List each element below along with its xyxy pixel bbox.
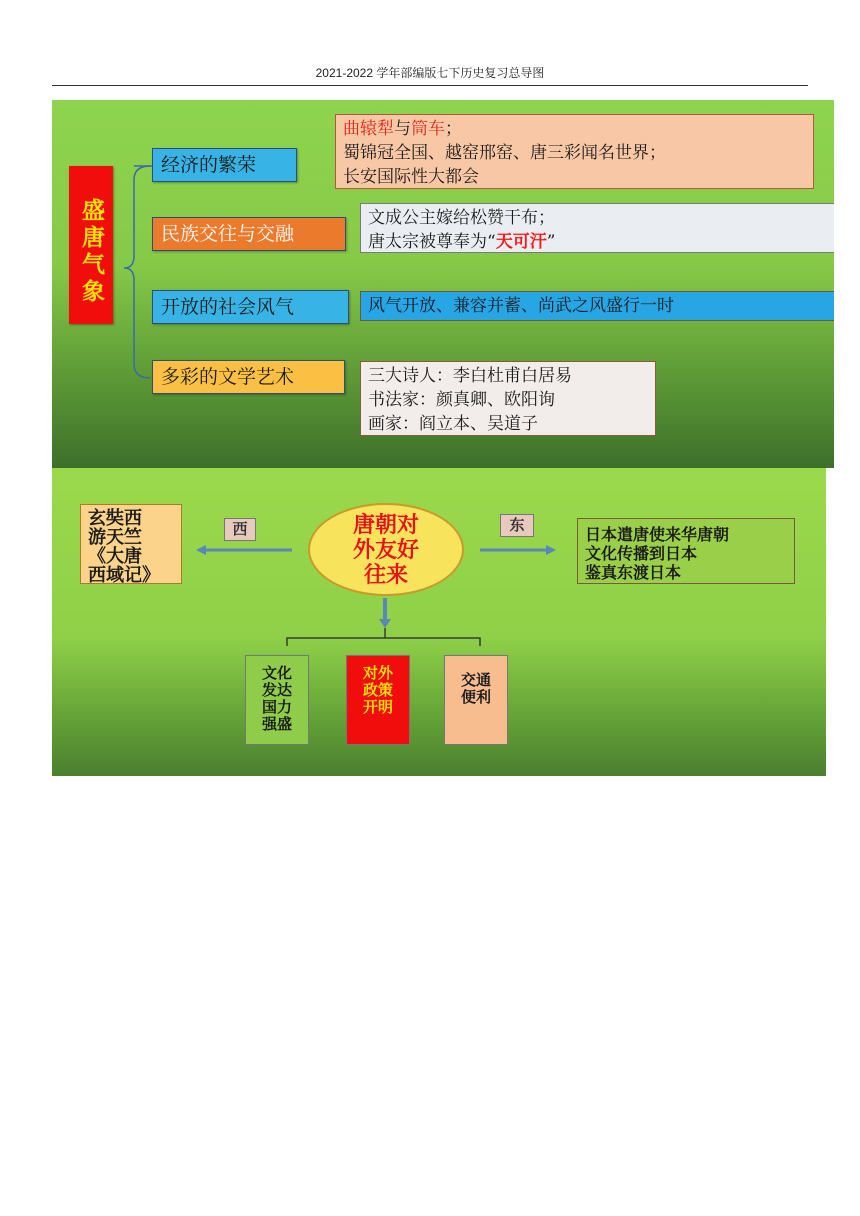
reason-culture-power <box>245 655 309 745</box>
detail-text: ” <box>546 232 556 252</box>
center-line: 外友好 <box>352 538 419 563</box>
detail-line: 画家：阎立本、吴道子 <box>368 414 538 434</box>
social-details <box>360 291 834 321</box>
west-line: 玄奘西 <box>88 508 142 529</box>
detail-text: ； <box>445 119 462 139</box>
literature-details <box>360 361 656 436</box>
detail-line: 风气开放、兼容并蓄、尚武之风盛行一时 <box>368 296 674 316</box>
economy-details <box>335 114 814 189</box>
detail-line <box>343 117 806 141</box>
east-direction-label: 东 <box>500 514 534 537</box>
reason-transport <box>444 655 508 745</box>
category-literature-art: 多彩的文学艺术 <box>152 360 345 394</box>
reason-line: 发达 <box>261 681 292 699</box>
west-line: 西域记》 <box>88 565 160 586</box>
page-header-title: 2021-2022 学年部编版七下历史复习总导图 <box>315 66 545 80</box>
detail-line: 书法家：颜真卿、欧阳询 <box>368 390 555 410</box>
center-line: 唐朝对 <box>352 513 419 538</box>
detail-line: 文成公主嫁给松赞干布； <box>368 208 555 228</box>
detail-line: 长安国际性大都会 <box>343 167 479 187</box>
detail-line: 三大诗人：李白杜甫白居易 <box>368 366 572 386</box>
center-line: 往来 <box>363 563 408 588</box>
detail-text: 与 <box>394 119 411 139</box>
ethnic-details <box>360 203 834 253</box>
reason-line: 文化 <box>261 664 292 682</box>
detail-text: 唐太宗被尊奉为“ <box>368 232 496 252</box>
west-direction-label: 西 <box>224 518 256 541</box>
category-social-atmosphere: 开放的社会风气 <box>152 290 349 324</box>
east-line: 鉴真东渡日本 <box>585 563 682 582</box>
west-box-xuanzang <box>80 504 182 584</box>
east-line: 文化传播到日本 <box>585 544 698 563</box>
east-line: 日本遣唐使来华唐朝 <box>585 525 730 544</box>
header-divider <box>52 85 808 86</box>
category-economy: 经济的繁荣 <box>152 148 297 182</box>
main-title-box: 盛唐气象 <box>69 166 113 324</box>
reason-open-policy <box>346 655 410 745</box>
reason-line: 开明 <box>362 698 393 716</box>
reason-line: 对外 <box>362 664 393 682</box>
reason-line: 强盛 <box>261 715 292 733</box>
detail-highlight: 曲辕犁 <box>343 119 394 139</box>
detail-highlight: 天可汗 <box>495 232 547 252</box>
reason-line: 政策 <box>362 681 393 699</box>
bracket-connector <box>120 164 156 382</box>
category-ethnic-relations: 民族交往与交融 <box>152 217 346 251</box>
west-line: 《大唐 <box>88 546 142 567</box>
center-topic-oval <box>308 503 464 596</box>
detail-line <box>368 230 832 254</box>
tang-prosperity-mindmap <box>52 100 834 468</box>
detail-highlight: 筒车 <box>411 119 445 139</box>
reason-line: 交通 <box>460 671 491 689</box>
foreign-relations-mindmap <box>52 468 826 776</box>
east-box-japan <box>577 518 795 584</box>
reason-line: 便利 <box>460 688 491 706</box>
west-line: 游天竺 <box>88 527 142 548</box>
reason-line: 国力 <box>261 698 292 716</box>
detail-line: 蜀锦冠全国、越窑邢窑、唐三彩闻名世界； <box>343 143 666 163</box>
